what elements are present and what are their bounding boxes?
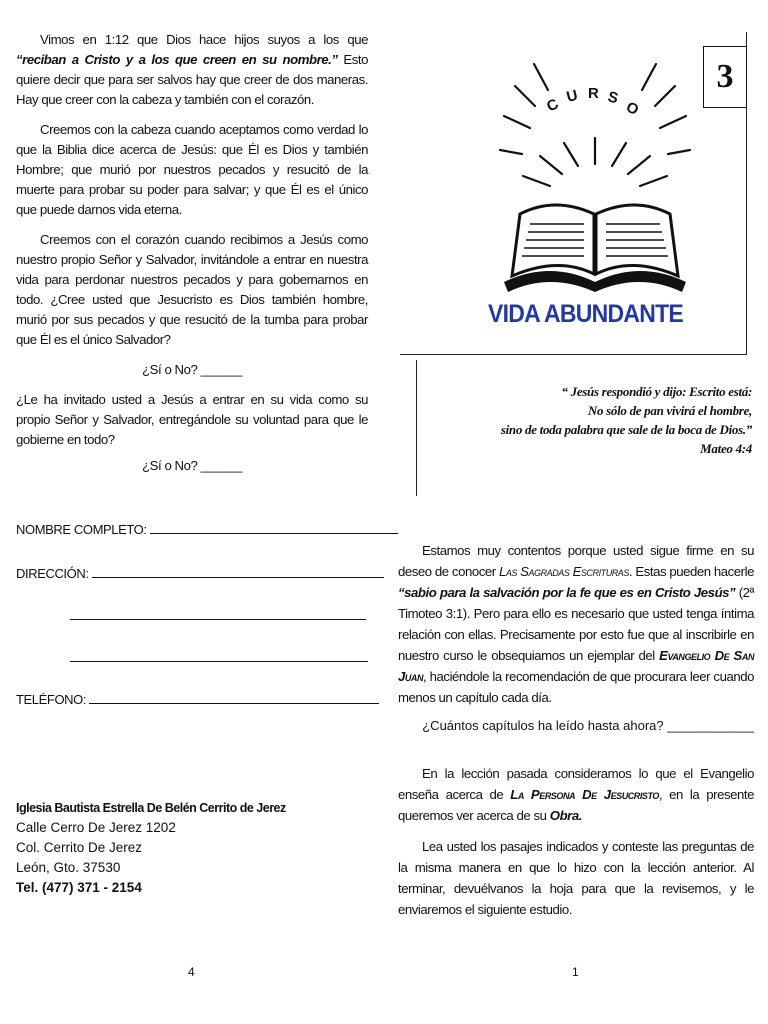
church-street: Calle Cerro De Jerez 1202 — [16, 820, 176, 835]
scriptures-paragraph — [398, 540, 754, 708]
lesson-number: 3 — [703, 46, 747, 108]
church-phone: Tel. (477) 371 - 2154 — [16, 880, 142, 895]
heart-belief-paragraph: Creemos con el corazón cuando recibimos a Jesús como nuestro propio Señor y Salvador, invitándole a entrar en nuestra vida para perdonar nuestros pecados y para gobernarnos en todo. ¿Cree usted que Jesucristo es Dios también hombre, murió por sus pecados y que resucitó de la tumba para probar que Él es el único Salvador? — [16, 232, 368, 347]
address-field-3[interactable] — [70, 651, 368, 662]
text: En la lección pasada consideramos lo que el Evangelio enseña acerca de — [398, 766, 754, 802]
quote-reference: Mateo 4:4 — [700, 441, 752, 456]
text: (2ª Timoteo 3:1). Pero para ello es necesario que usted tenga íntima relación con ellas. Precisamente por esto fue que al inscribirle en nuestro curso le obsequiamos un ejemplar del — [398, 585, 754, 663]
quote-line: sino de toda palabra que sale de la boca de Dios.” — [500, 422, 752, 437]
quote-line: No sólo de pan vivirá el hombre, — [587, 403, 752, 418]
phone-label: TELÉFONO: — [16, 692, 87, 707]
text: , haciéndole la recomendación de que procurara leer cuando menos un capítulo cada día. — [398, 669, 754, 705]
address-line-2 — [70, 608, 366, 623]
church-info — [16, 798, 356, 898]
work-title: Obra. — [549, 808, 582, 823]
person-title: La Persona De Jesucristo — [510, 787, 659, 802]
gospel-title: Evangelio De San Juan — [398, 648, 754, 684]
text: . Estas pueden hacerle — [628, 564, 754, 579]
scripture-quote-block — [432, 382, 752, 458]
church-colony: Col. Cerrito De Jerez — [16, 840, 143, 855]
invitation-question: ¿Le ha invitado usted a Jesús a entrar en su vida como su propio Señor y Salvador, entregándole su voluntad para que le gobierne en todo? — [16, 392, 368, 447]
name-row — [16, 522, 398, 537]
light-rays — [500, 64, 690, 186]
instructions-paragraph: Lea usted los pasajes indicados y conteste las preguntas de la misma manera en que lo hizo con la lección anterior. Al terminar, devuélvanos la hoja para que la revisemos, y le enviaremos el siguiente estudio. — [398, 839, 754, 917]
scripture-quote: “sabio para la salvación por la fe que es en Cristo Jesús” — [398, 585, 736, 600]
right-column — [398, 540, 754, 930]
open-bible-illustration — [490, 46, 700, 296]
address-line-3 — [70, 650, 368, 665]
page-number-left: 4 — [188, 965, 195, 979]
scripture-quote: “reciban a Cristo y a los que creen en su nombre.” — [16, 52, 338, 67]
text: Vimos en 1:12 que Dios hace hijos suyos a los que — [40, 32, 368, 47]
lesson-paragraph — [398, 763, 754, 826]
text: , en la presente queremos ver acerca de su — [398, 787, 754, 823]
church-city: León, Gto. 37530 — [16, 860, 121, 875]
curso-letter: O — [623, 98, 642, 120]
name-label: NOMBRE COMPLETO: — [16, 522, 147, 537]
curso-letter: S — [606, 88, 620, 108]
phone-field[interactable] — [89, 693, 379, 704]
curso-letter: C — [543, 95, 562, 116]
page-number-right: 1 — [572, 965, 579, 979]
phone-row — [16, 692, 379, 707]
curso-letter: U — [564, 86, 580, 106]
address-field[interactable] — [92, 567, 384, 578]
curso-arc-text — [544, 85, 642, 119]
yes-no-answer-2[interactable]: ¿Sí o No? ______ — [142, 458, 242, 473]
text: Esto quiere decir que para ser salvos hay que creer de dos maneras. Hay que creer con la cabeza y también con el corazón. — [16, 52, 368, 107]
course-title: VIDA ABUNDANTE — [488, 300, 683, 328]
address-row — [16, 566, 384, 581]
quote-line: “ Jesús respondió y dijo: Escrito está: — [561, 384, 752, 399]
text: Estamos muy contentos porque usted sigue firme en su deseo de conocer — [398, 543, 754, 579]
left-column — [16, 30, 368, 486]
name-field[interactable] — [150, 523, 398, 534]
book-icon — [504, 205, 686, 292]
scriptures-title: Las Sagradas Escrituras — [498, 564, 629, 579]
address-field-2[interactable] — [70, 609, 366, 620]
curso-letter: R — [588, 85, 599, 102]
head-belief-paragraph: Creemos con la cabeza cuando aceptamos como verdad lo que la Biblia dice acerca de Jesús: que Él es Dios y también Hombre; que murió por nuestros pecados y resucitó de la muerte para probar su poder para salvar; y que Él es el único que puede darnos vida eterna. — [16, 122, 368, 217]
yes-no-answer-1[interactable]: ¿Sí o No? ______ — [142, 362, 242, 377]
chapters-read-question[interactable]: ¿Cuántos capítulos ha leído hasta ahora? ____________ — [422, 718, 754, 733]
address-label: DIRECCIÓN: — [16, 566, 89, 581]
church-name: Iglesia Bautista Estrella De Belén Cerrito de Jerez — [16, 801, 286, 815]
intro-paragraph — [16, 30, 368, 110]
